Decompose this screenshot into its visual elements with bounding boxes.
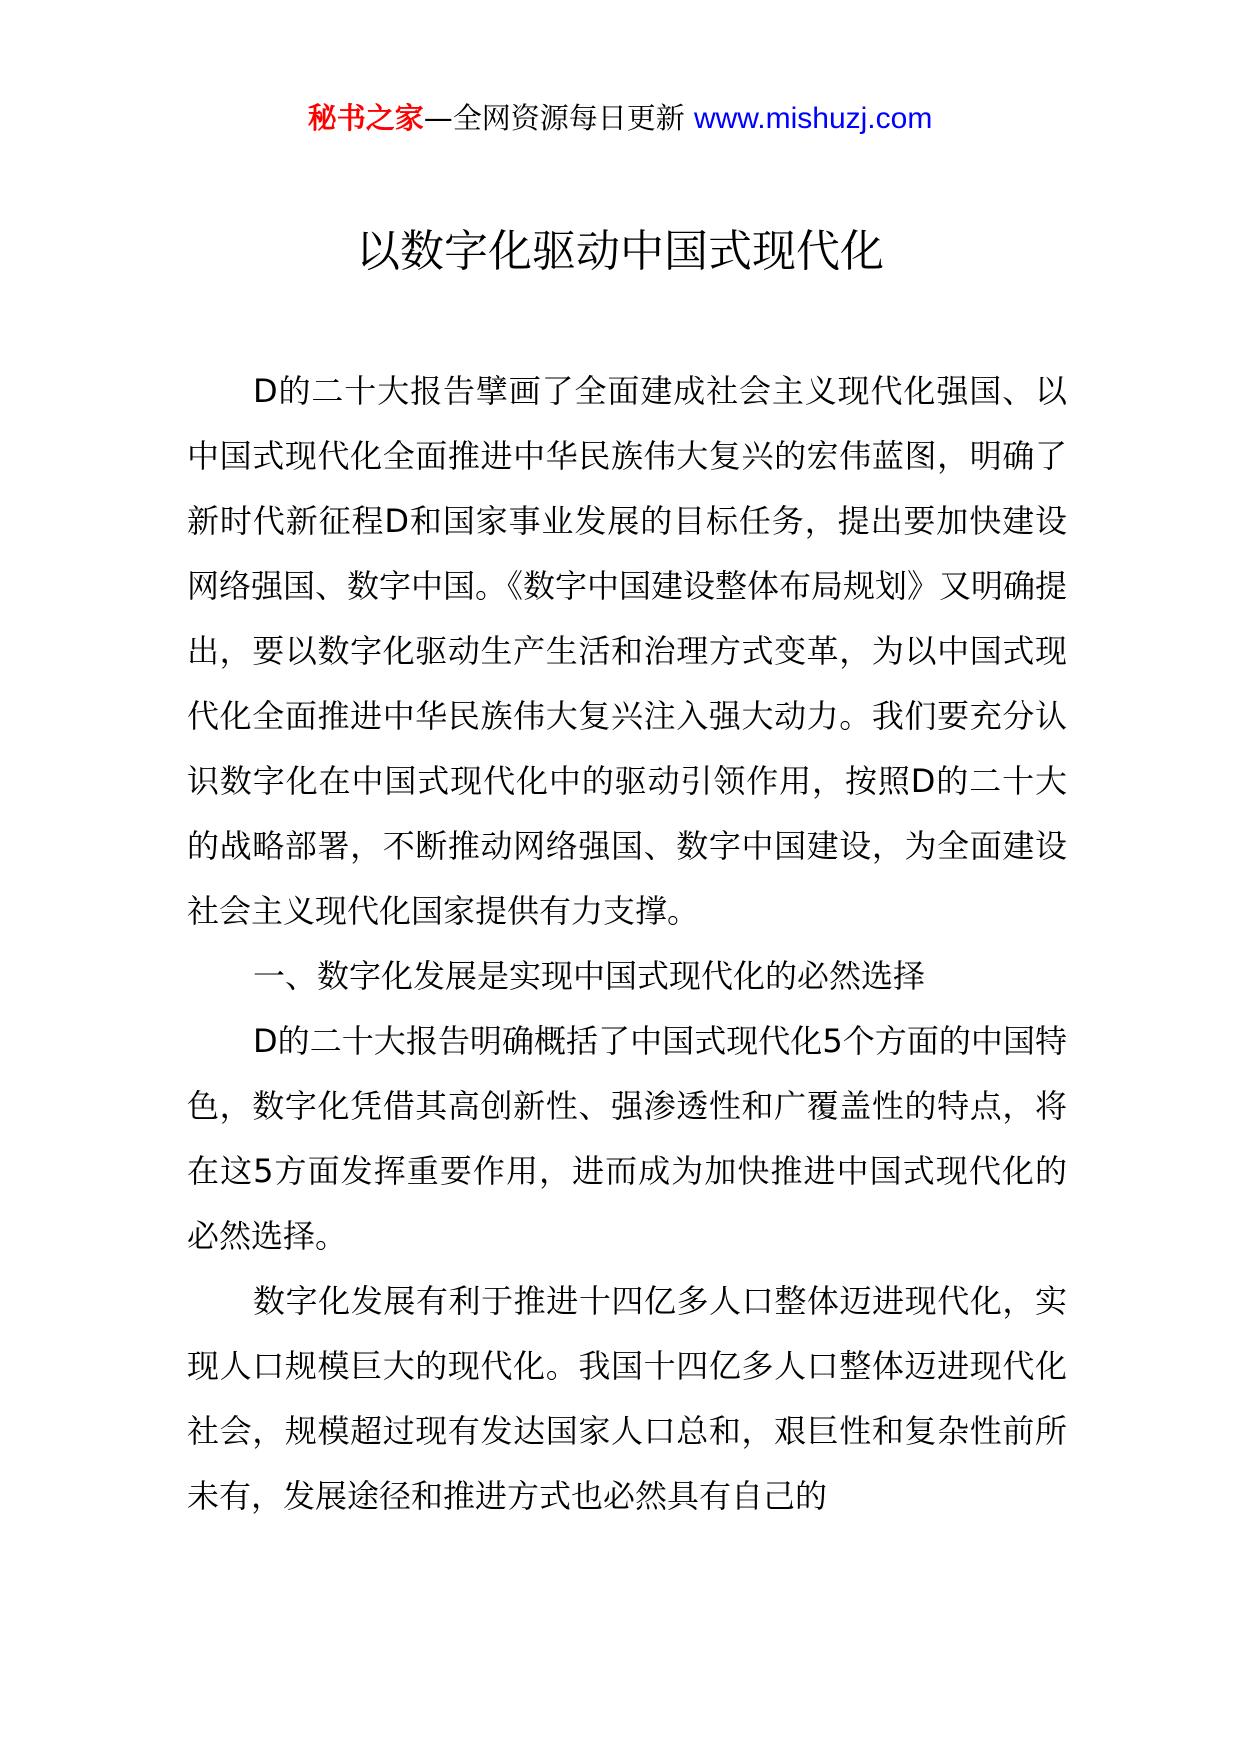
site-url-link[interactable]: www.mishuzj.com (693, 102, 933, 135)
paragraph-population: 数字化发展有利于推进十四亿多人口整体迈进现代化，实现人口规模巨大的现代化。我国十四亿多人口整体迈进现代化社会，规模超过现有发达国家人口总和，艰巨性和复杂性前所未有，发展途径和推进方式也必然具有自己的 (187, 1282, 1067, 1515)
paragraph-intro: D的二十大报告擘画了全面建成社会主义现代化强国、以中国式现代化全面推进中华民族伟大复兴的宏伟蓝图，明确了新时代新征程D和国家事业发展的目标任务，提出要加快建设网络强国、数字中国。《数字中国建设整体布局规划》又明确提出，要以数字化驱动生产生活和治理方式变革，为以中国式现代化全面推进中华民族伟大复兴注入强大动力。我们要充分认识数字化在中国式现代化中的驱动引领作用，按照D的二十大的战略部署，不断推动网络强国、数字中国建设，为全面建设社会主义现代化国家提供有力支撑。 (187, 372, 1068, 930)
site-header (0, 98, 1240, 139)
header-slogan: —全网资源每日更新 (423, 101, 685, 135)
document-body (187, 359, 1067, 1529)
section-heading-1: 一、数字化发展是实现中国式现代化的必然选择 (253, 957, 926, 995)
document-title: 以数字化驱动中国式现代化 (356, 226, 884, 277)
brand-name: 秘书之家 (307, 101, 424, 135)
paragraph-section-1: D的二十大报告明确概括了中国式现代化5个方面的中国特色，数字化凭借其高创新性、强渗透性和广覆盖性的特点，将在这5方面发挥重要作用，进而成为加快推进中国式现代化的必然选择。 (187, 1022, 1067, 1255)
